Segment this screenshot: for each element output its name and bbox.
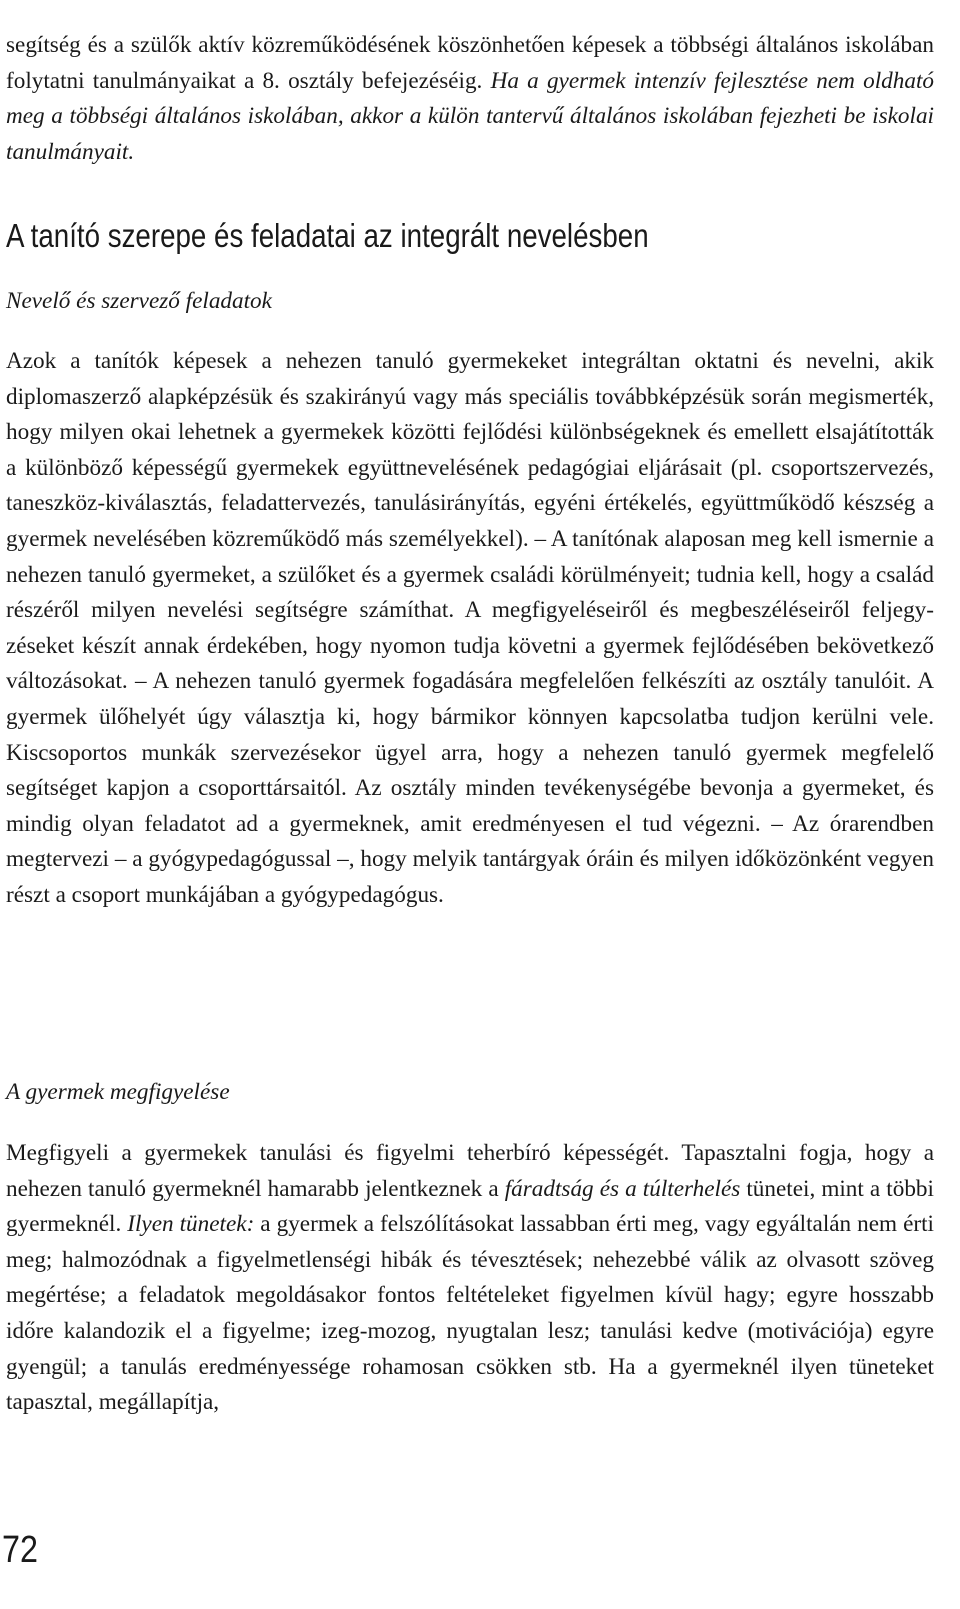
intro-italic-text: Ha a gyermek intenzív fejlesztése nem oldható meg a többségi általános iskolában, akkor a külön tantervű általános iskolában fejezheti be iskolai tanulmányait. bbox=[6, 67, 934, 165]
paragraph-italic-text: Ilyen tünetek: bbox=[127, 1211, 255, 1238]
paragraph-text: Megfigyeli a gyermekek tanulási és figyelmi teherbíró képességét. Tapasztalni fogja, hogy a nehezen tanuló gyermeknél hamarabb jelentkeznek a bbox=[6, 1140, 934, 1202]
paragraph-italic-text: fáradtság és a túlterhelés bbox=[504, 1175, 741, 1202]
intro-paragraph bbox=[6, 28, 934, 170]
subsection-heading-megfigyeles: A gyermek megfigyelése bbox=[6, 1079, 230, 1105]
page-number: 72 bbox=[2, 1529, 38, 1571]
subsection-paragraph-megfigyeles bbox=[6, 1136, 934, 1421]
paragraph-text: tünetei, mint a többi gyermeknél. bbox=[6, 1175, 934, 1238]
paragraph-text: a gyermek a felszólításokat lassabban érti meg, vagy egyáltalán nem érti meg; halmozódnak a figyelmetlenségi hibák és tévesztések; nehezebbé válik az olvasott szöveg megértése; a feladatok megoldásakor fontos feltételeket figyelmen kívül hagy; egyre hosszabb időre kalandozik el a figyelme; izeg-mozog, nyugtalan lesz; tanulási kedve (motivációja) egyre gyengül; a tanulás eredményessége rohamosan csökken stb. Ha a gyermeknél ilyen tüneteket tapasztal, megállapítja, bbox=[6, 1211, 934, 1416]
subsection-heading-nevelo: Nevelő és szervező feladatok bbox=[6, 288, 272, 314]
section-title: A tanító szerepe és feladatai az integrált nevelésben bbox=[6, 217, 649, 254]
intro-text: segítség és a szülők aktív közreműködésének köszönhetően képesek a többségi általános iskolában folytatni tanulmányaikat a 8. osztály befejezéséig. bbox=[6, 32, 934, 94]
subsection-paragraph-nevelo: Azok a tanítók képesek a nehezen tanuló gyermekeket integráltan oktatni és nevelni, akik diplomaszerző alapképzésük és szakirányú vagy más speciális továbbképzésük során megismerték, hogy milyen okai lehetnek a gyermekek közötti fejlődési különbségeknek és emellett elsajátították a különböző képességű gyermekek együttnevelésének pedagógiai eljárásait (pl. csoportszervezés, taneszköz-kiválasztás, feladattervezés, tanulásirányítás, egyéni értékelés, együttműködő készség a gyermek nevelésében közreműködő más személyekkel). – A tanítónak alaposan meg kell ismernie a nehezen tanuló gyermeket, a szülőket és a gyermek családi körülményeit; tudnia kell, hogy a család részéről milyen nevelési segítségre számíthat. A megfigyeléseiről és megbeszéléseiről feljegyzéseket készít annak érdekében, hogy nyomon tudja követni a gyermek fejlődésében bekövetkező változásokat. – A nehezen tanuló gyermek fogadására megfelelően felkészíti az osztály tanulóit. A gyermek ülőhelyét úgy választja ki, hogy bármikor könnyen kapcsolatba tudjon kerülni vele. Kiscsoportos munkák szervezésekor ügyel arra, hogy a nehezen tanuló gyermek megfelelő segítséget kapjon a csoporttársaitól. Az osztály minden tevékenységébe bevonja a gyermeket, és mindig olyan feladatot ad a gyermeknek, amit eredményesen el tud végezni. – Az órarendben megtervezi – a gyógypedagógussal –, hogy melyik tantárgyak óráin és milyen időközönként vegyen részt a csoport munkájában a gyógypedagógus. bbox=[6, 348, 934, 908]
